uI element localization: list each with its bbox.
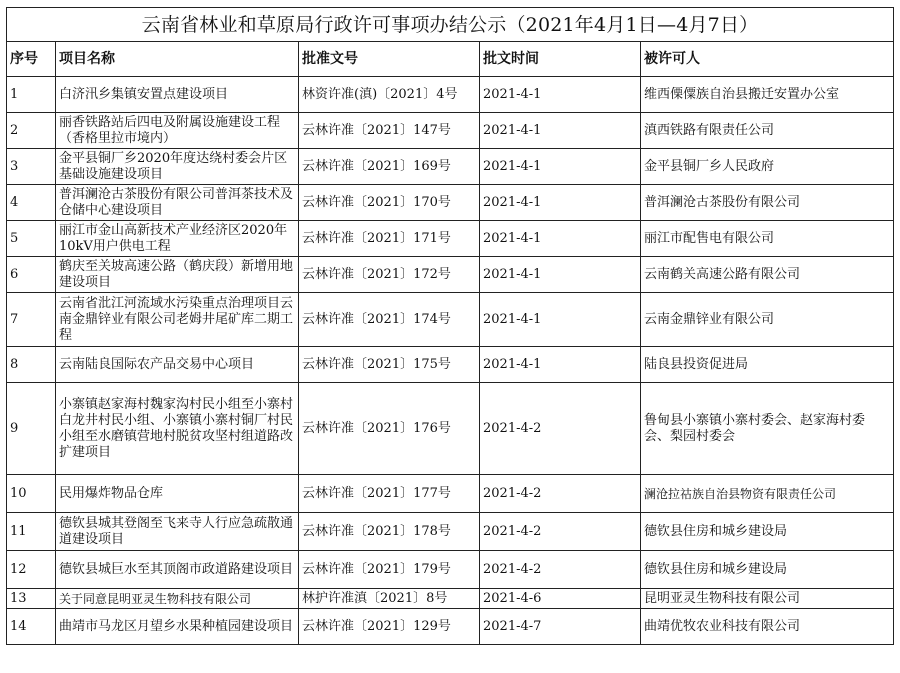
cell-licensee: 澜沧拉祜族自治县物资有限责任公司 [641,475,894,513]
table-row [7,347,894,383]
table-row [7,113,894,149]
cell-seq: 4 [7,185,56,221]
cell-approval-no: 云林许准〔2021〕171号 [299,221,480,257]
cell-date: 2021-4-1 [480,347,641,383]
cell-approval-no: 云林许准〔2021〕170号 [299,185,480,221]
table-row [7,551,894,589]
cell-licensee: 昆明亚灵生物科技有限公司 [641,589,894,609]
cell-seq: 11 [7,513,56,551]
cell-approval-no: 云林许准〔2021〕175号 [299,347,480,383]
cell-licensee: 金平县铜厂乡人民政府 [641,149,894,185]
cell-seq: 3 [7,149,56,185]
cell-date: 2021-4-2 [480,551,641,589]
table-row [7,77,894,113]
col-header-seq: 序号 [7,42,56,77]
cell-seq: 5 [7,221,56,257]
cell-seq: 7 [7,293,56,347]
cell-date: 2021-4-1 [480,221,641,257]
cell-approval-no: 云林许准〔2021〕178号 [299,513,480,551]
cell-licensee: 云南金鼎锌业有限公司 [641,293,894,347]
cell-approval-no: 林护许准滇〔2021〕8号 [299,589,480,609]
cell-project: 民用爆炸物品仓库 [56,475,299,513]
header-row [7,42,894,77]
cell-project: 丽香铁路站后四电及附属设施建设工程（香格里拉市境内） [56,113,299,149]
cell-approval-no: 云林许准〔2021〕147号 [299,113,480,149]
cell-licensee: 陆良县投资促进局 [641,347,894,383]
table-row [7,609,894,645]
cell-date: 2021-4-1 [480,257,641,293]
table-row [7,513,894,551]
approval-table [6,7,894,645]
cell-project: 德钦县城巨水至其顶阁市政道路建设项目 [56,551,299,589]
cell-project: 鹤庆至关坡高速公路（鹤庆段）新增用地建设项目 [56,257,299,293]
col-header-approval-no: 批准文号 [299,42,480,77]
cell-licensee: 云南鹤关高速公路有限公司 [641,257,894,293]
cell-project: 曲靖市马龙区月望乡水果种植园建设项目 [56,609,299,645]
table-row [7,475,894,513]
cell-approval-no: 云林许准〔2021〕172号 [299,257,480,293]
table-row [7,293,894,347]
cell-date: 2021-4-2 [480,475,641,513]
cell-seq: 6 [7,257,56,293]
cell-approval-no: 云林许准〔2021〕129号 [299,609,480,645]
col-header-date: 批文时间 [480,42,641,77]
cell-project: 小寨镇赵家海村魏家沟村民小组至小寨村白龙井村民小组、小寨镇小寨村铜厂村民小组至水磨镇营地村脱贫攻坚村组道路改扩建项目 [56,383,299,475]
cell-date: 2021-4-1 [480,293,641,347]
cell-approval-no: 云林许准〔2021〕169号 [299,149,480,185]
cell-seq: 9 [7,383,56,475]
table-row [7,589,894,609]
table-row [7,257,894,293]
cell-licensee: 丽江市配售电有限公司 [641,221,894,257]
page-title: 云南省林业和草原局行政许可事项办结公示（2021年4月1日—4月7日） [7,8,894,42]
cell-seq: 2 [7,113,56,149]
cell-date: 2021-4-1 [480,185,641,221]
cell-date: 2021-4-1 [480,149,641,185]
cell-date: 2021-4-2 [480,383,641,475]
table-row [7,185,894,221]
cell-approval-no: 云林许准〔2021〕179号 [299,551,480,589]
table-row [7,221,894,257]
cell-seq: 12 [7,551,56,589]
col-header-licensee: 被许可人 [641,42,894,77]
table-row [7,383,894,475]
cell-seq: 8 [7,347,56,383]
cell-project: 金平县铜厂乡2020年度达绕村委会片区基础设施建设项目 [56,149,299,185]
cell-seq: 13 [7,589,56,609]
title-row [7,8,894,42]
cell-licensee: 德钦县住房和城乡建设局 [641,551,894,589]
cell-approval-no: 林资许准(滇)〔2021〕4号 [299,77,480,113]
cell-licensee: 普洱澜沧古茶股份有限公司 [641,185,894,221]
cell-licensee: 维西傈僳族自治县搬迁安置办公室 [641,77,894,113]
cell-project: 关于同意昆明亚灵生物科技有限公司 [56,589,299,609]
cell-date: 2021-4-7 [480,609,641,645]
col-header-project: 项目名称 [56,42,299,77]
cell-project: 丽江市金山高新技术产业经济区2020年10kV用户供电工程 [56,221,299,257]
cell-date: 2021-4-1 [480,77,641,113]
cell-approval-no: 云林许准〔2021〕177号 [299,475,480,513]
cell-seq: 1 [7,77,56,113]
cell-licensee: 滇西铁路有限责任公司 [641,113,894,149]
cell-approval-no: 云林许准〔2021〕176号 [299,383,480,475]
cell-licensee: 鲁甸县小寨镇小寨村委会、赵家海村委会、梨园村委会 [641,383,894,475]
cell-date: 2021-4-1 [480,113,641,149]
cell-project: 德钦县城其登阁至飞来寺人行应急疏散通道建设项目 [56,513,299,551]
cell-licensee: 德钦县住房和城乡建设局 [641,513,894,551]
table-row [7,149,894,185]
cell-licensee: 曲靖优牧农业科技有限公司 [641,609,894,645]
cell-date: 2021-4-6 [480,589,641,609]
cell-seq: 10 [7,475,56,513]
cell-approval-no: 云林许准〔2021〕174号 [299,293,480,347]
cell-project: 云南陆良国际农产品交易中心项目 [56,347,299,383]
cell-project: 普洱澜沧古茶股份有限公司普洱茶技术及仓储中心建设项目 [56,185,299,221]
cell-project: 白济汛乡集镇安置点建设项目 [56,77,299,113]
cell-date: 2021-4-2 [480,513,641,551]
cell-project: 云南省沘江河流域水污染重点治理项目云南金鼎锌业有限公司老姆井尾矿库二期工程 [56,293,299,347]
cell-seq: 14 [7,609,56,645]
